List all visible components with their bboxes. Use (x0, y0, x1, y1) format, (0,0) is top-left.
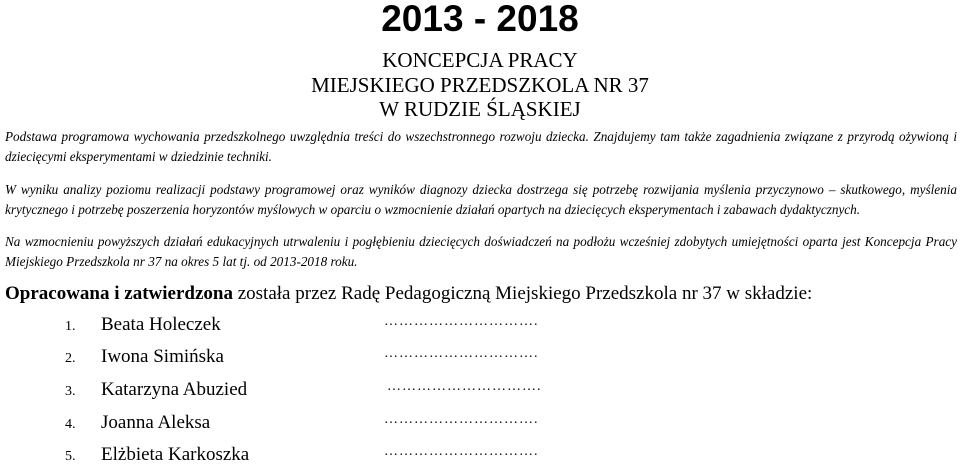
signature-line: …………………………. (384, 444, 539, 459)
title-line-3: W RUDZIE ŚLĄSKIEJ (379, 97, 581, 121)
member-number: 1. (65, 319, 76, 334)
title-line-1: KONCEPCJA PRACY (382, 48, 578, 72)
composition-rest: została przez Radę Pedagogiczną Miejskiego Przedszkola nr 37 w składzie: (232, 283, 813, 304)
member-number: 2. (65, 351, 76, 366)
member-name: Beata Holeczek (101, 314, 221, 335)
signature-line: …………………………. (384, 346, 539, 361)
member-number: 3. (65, 384, 76, 399)
composition-sentence (5, 282, 955, 306)
member-number: 4. (65, 417, 76, 432)
member-row (0, 312, 960, 338)
member-row (0, 442, 960, 468)
signature-line: …………………………. (384, 412, 539, 427)
analysis-paragraph: W wyniku analizy poziomu realizacji podstawy programowej oraz wyników diagnozy dziecka dostrzega się potrzebę rozwijania myślenia przyczynowo – skutkowego, myślenia krytycznego i potrzebę poszerzenia horyzontów myślowych w oparciu o wzmocnienie działań opartych na dziecięcych eksperymentach i zabawach dydaktycznych. (5, 182, 957, 217)
signature-line: …………………………. (387, 379, 542, 394)
years-heading: 2013 - 2018 (381, 0, 579, 39)
member-row (0, 410, 960, 436)
member-name: Joanna Aleksa (101, 412, 211, 433)
intro-paragraph: Podstawa programowa wychowania przedszkolnego uwzględnia treści do wszechstronnego rozwoju dziecka. Znajdujemy tam także zagadnienia związane z przyrodą ożywioną i dziecięcymi eksperymentami w dziedzinie techniki. (5, 129, 957, 164)
member-number: 5. (65, 449, 76, 464)
member-row (0, 377, 960, 403)
member-name: Iwona Simińska (101, 346, 224, 367)
member-name: Elżbieta Karkoszka (101, 444, 250, 465)
composition-bold: Opracowana i zatwierdzona (5, 283, 233, 304)
member-name: Katarzyna Abuzied (101, 379, 248, 400)
member-row (0, 344, 960, 370)
concept-paragraph: Na wzmocnieniu powyższych działań edukacyjnych utrwaleniu i pogłębieniu dziecięcych doświadczeń na podłożu wcześniej zdobytych umiejętności oparta jest Koncepcja Pracy Miejskiego Przedszkola nr 37 na okres 5 lat tj. od 2013-2018 roku. (5, 234, 957, 269)
title-line-2: MIEJSKIEGO PRZEDSZKOLA NR 37 (311, 73, 649, 97)
signature-line: …………………………. (384, 314, 539, 329)
